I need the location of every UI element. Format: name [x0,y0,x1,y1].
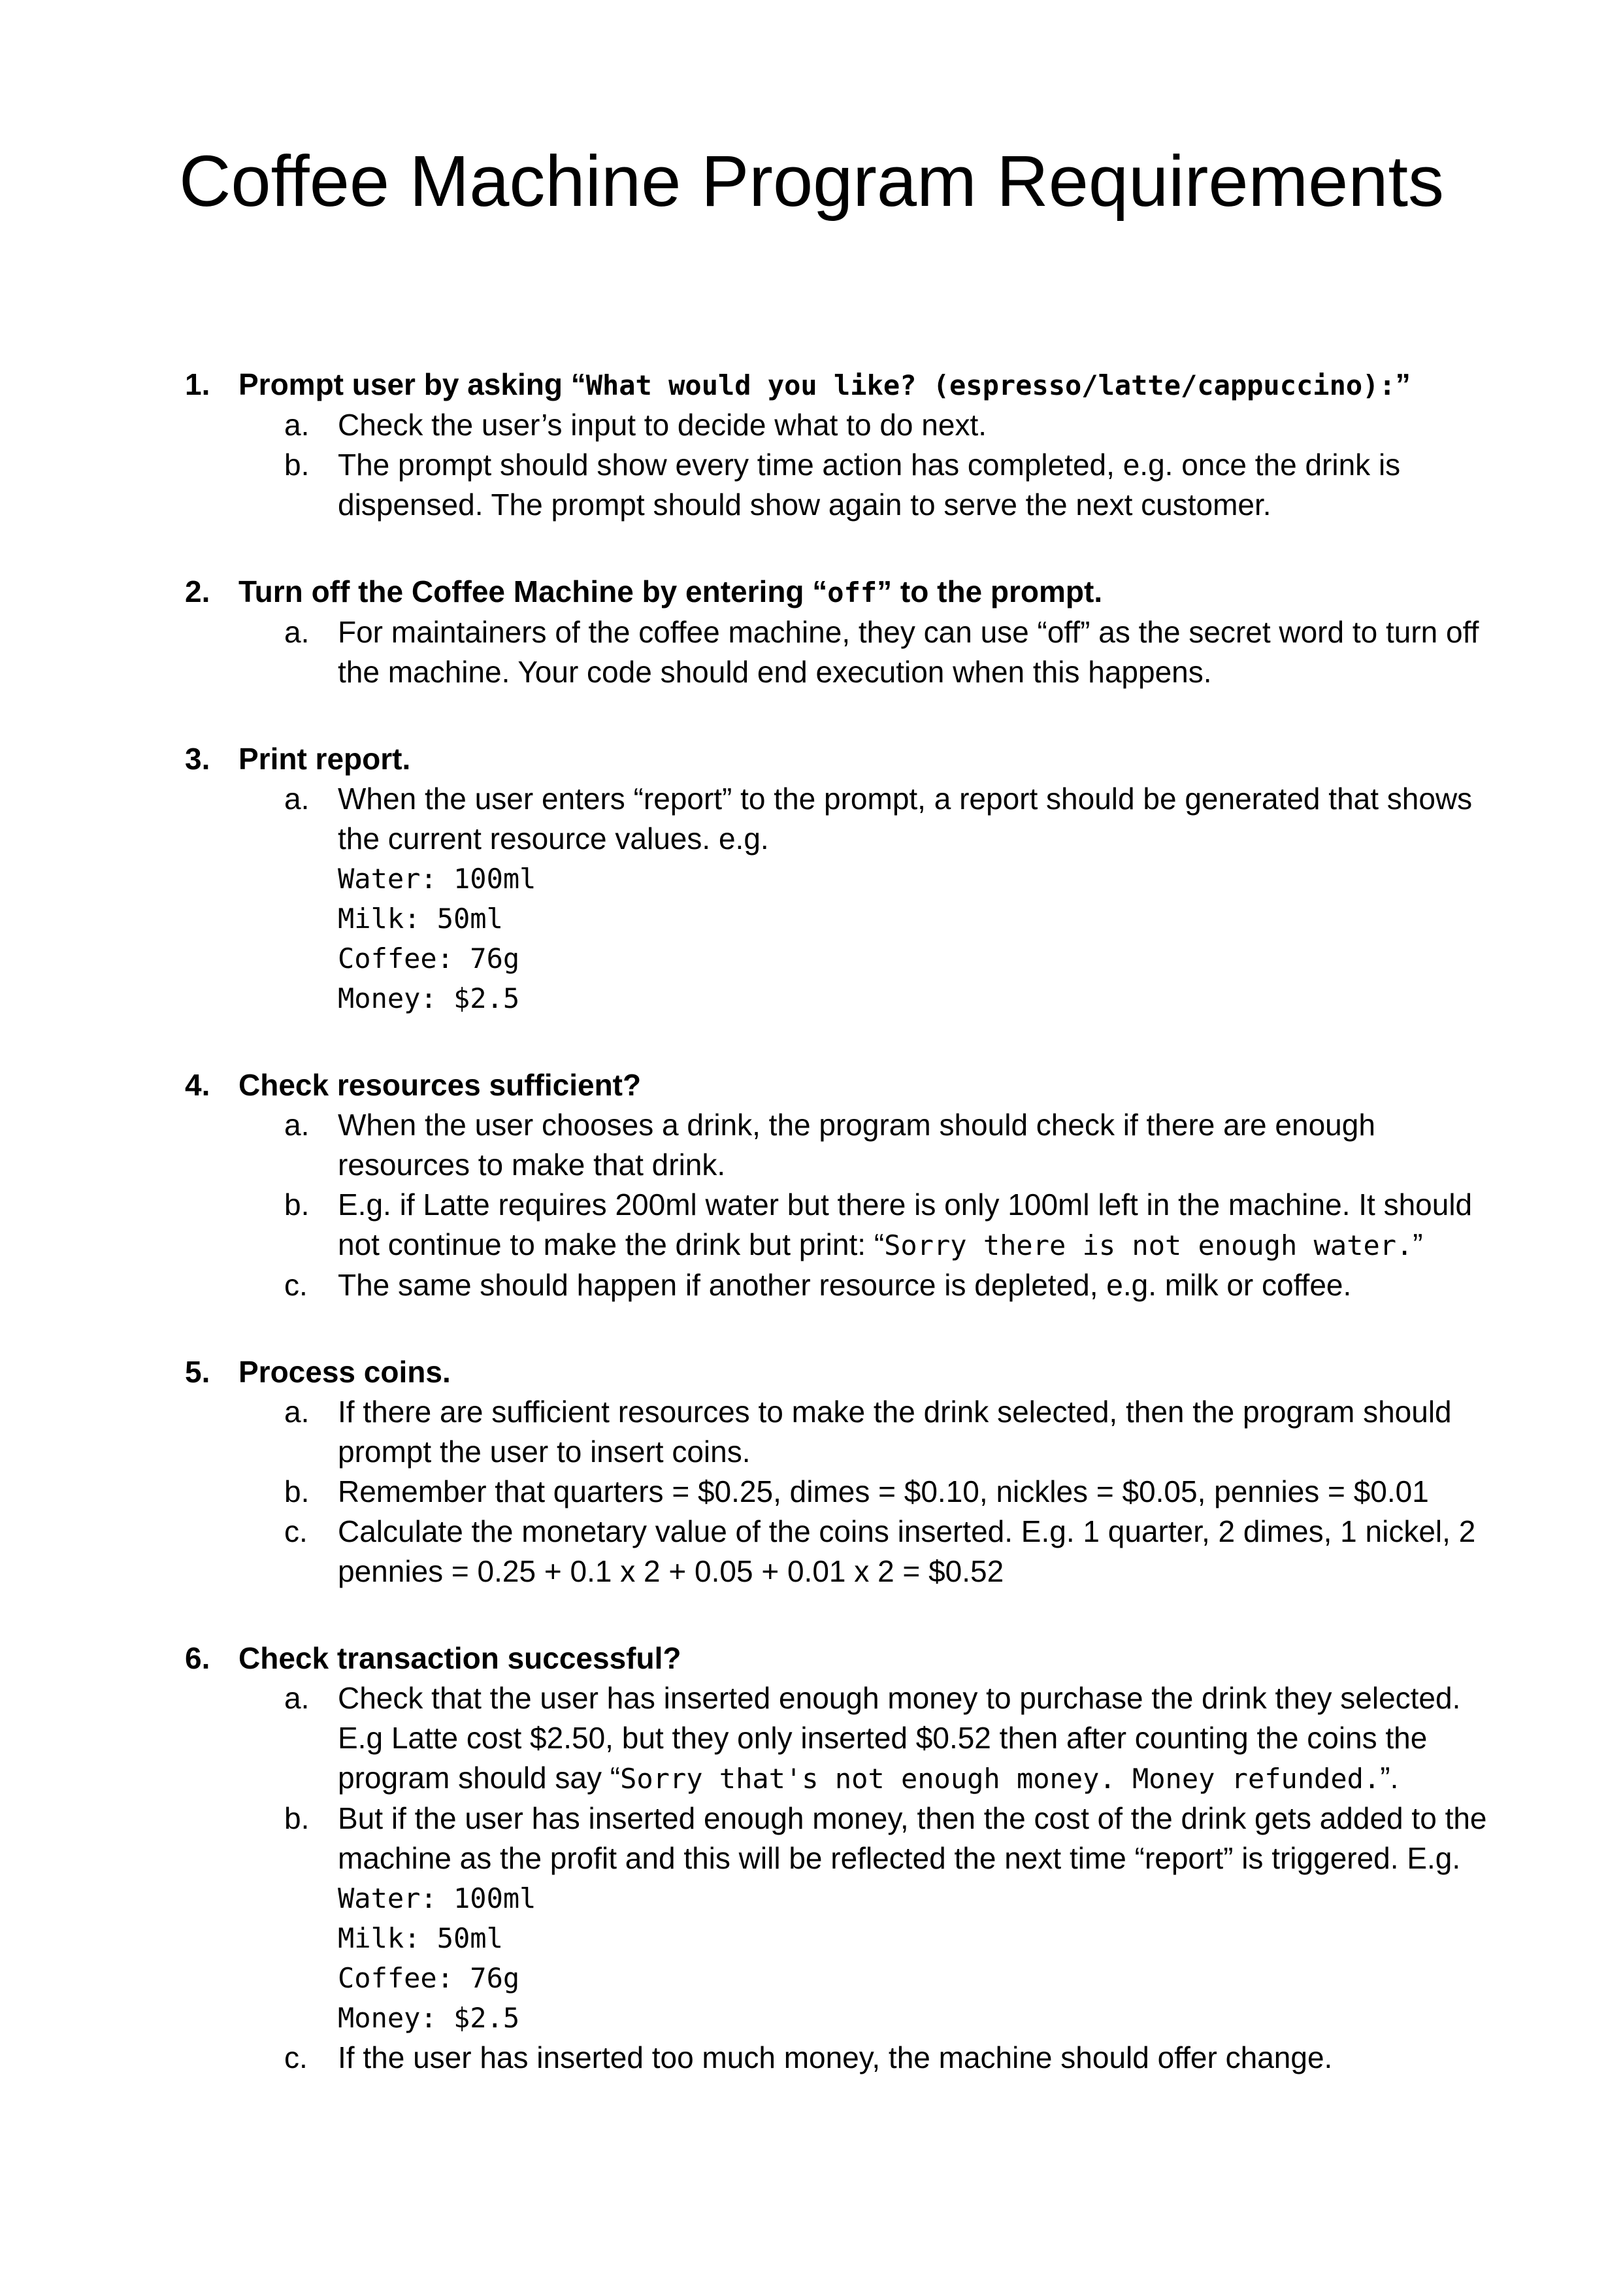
code-line: Water: 100ml [338,863,536,895]
list-letter: a. [284,408,310,442]
inline-code: What would you like? (espresso/latte/cappuccino): [585,369,1396,401]
code-line: Water: 100ml [338,1882,536,1914]
list-number: 6. [185,1641,210,1675]
requirement-section [185,1639,1512,2078]
sub-item-text: If there are sufficient resources to make the drink selected, then the program should prompt the user to insert coins. [338,1395,1452,1469]
code-line: Coffee: 76g [338,942,520,974]
sub-item-text: For maintainers of the coffee machine, they can use “off” as the secret word to turn off the machine. Your code should end execution when this happens. [338,615,1479,689]
sub-item-text: When the user chooses a drink, the program should check if there are enough resources to make that drink. [338,1108,1375,1182]
section-heading-row [185,572,1512,612]
section-heading-row [185,739,1512,779]
code-line: Coffee: 76g [338,1962,520,1994]
section-heading-row [185,1639,1512,1678]
requirement-section [185,1065,1512,1305]
list-letter: a. [284,1681,310,1715]
code-line: Money: $2.5 [338,982,520,1014]
sub-item [185,1472,1512,1512]
code-block [338,859,1472,1018]
section-heading-row [185,365,1512,405]
sub-item [185,779,1512,1018]
requirement-section [185,1352,1512,1591]
sub-item-text: The same should happen if another resource is depleted, e.g. milk or coffee. [338,1268,1352,1302]
sub-item-text: Check that the user has inserted enough money to purchase the drink they selected. E.g Latte cost $2.50, but they only inserted $0.52 then after counting the coins the program should say “Sorry that's not enough money. Money refunded.”. [338,1681,1461,1795]
inline-code: off [827,576,877,608]
sub-item-text: When the user enters “report” to the prompt, a report should be generated that shows the current resource values. e.g. Water: 100ml Milk: 50ml Coffee: 76g Money: $2.5 [338,779,1472,1018]
sub-item-text: But if the user has inserted enough money, then the cost of the drink gets added to the machine as the profit and this will be reflected the next time “report” is triggered. E.g. Water: 100ml Milk: 50ml Coffee: 76g Money: $2.5 [338,1799,1487,2038]
section-heading-text: Check transaction successful? [238,1641,681,1675]
list-letter: a. [284,782,310,816]
sub-item-text: If the user has inserted too much money, the machine should offer change. [338,2040,1333,2074]
sub-item [185,1265,1512,1305]
inline-code: Sorry there is not enough water. [884,1229,1413,1261]
sections [0,365,1623,2078]
section-heading-text: Process coins. [238,1355,451,1389]
section-heading-text: Turn off the Coffee Machine by entering “off” to the prompt. [238,574,1103,608]
list-letter: a. [284,615,310,649]
list-letter: b. [284,1188,310,1222]
sub-item [185,445,1512,525]
list-letter: c. [284,2040,308,2074]
list-number: 3. [185,742,210,776]
sub-item [185,1105,1512,1185]
sub-item [185,1799,1512,2038]
section-heading-text: Print report. [238,742,411,776]
sub-item-text: Calculate the monetary value of the coins inserted. E.g. 1 quarter, 2 dimes, 1 nickel, 2 pennies = 0.25 + 0.1 x 2 + 0.05 + 0.01 x 2 = $0.52 [338,1514,1476,1588]
list-letter: b. [284,448,310,482]
code-line: Milk: 50ml [338,1922,503,1954]
sub-item [185,1512,1512,1591]
section-heading-text: Check resources sufficient? [238,1068,642,1102]
document-title: Coffee Machine Program Requirements [178,141,1445,222]
requirement-section [185,739,1512,1018]
code-block [338,1878,1487,2038]
requirement-section [185,365,1512,525]
list-number: 5. [185,1355,210,1389]
list-number: 2. [185,574,210,608]
sub-item-text: E.g. if Latte requires 200ml water but there is only 100ml left in the machine. It should not continue to make the drink but print: “Sorry there is not enough water.” [338,1188,1473,1261]
sub-item-text: Check the user’s input to decide what to do next. [338,408,987,442]
list-letter: a. [284,1108,310,1142]
sub-item-text: Remember that quarters = $0.25, dimes = $0.10, nickles = $0.05, pennies = $0.01 [338,1474,1429,1508]
section-heading-text: Prompt user by asking “What would you like? (espresso/latte/cappuccino):” [238,367,1411,401]
sub-item [185,405,1512,445]
list-letter: b. [284,1474,310,1508]
sub-item [185,1392,1512,1472]
inline-code: Sorry that's not enough money. Money refunded. [620,1763,1381,1795]
sub-item [185,612,1512,692]
code-line: Milk: 50ml [338,903,503,935]
requirement-section [185,572,1512,692]
code-line: Money: $2.5 [338,2002,520,2034]
section-heading-row [185,1352,1512,1392]
list-letter: c. [284,1268,308,1302]
list-letter: a. [284,1395,310,1429]
sub-item [185,1185,1512,1265]
section-heading-row [185,1065,1512,1105]
list-letter: b. [284,1801,310,1835]
sub-item-text: The prompt should show every time action has completed, e.g. once the drink is dispensed. The prompt should show again to serve the next customer. [338,448,1401,522]
sub-item [185,2038,1512,2078]
list-number: 1. [185,367,210,401]
sub-item [185,1678,1512,1799]
list-number: 4. [185,1068,210,1102]
list-letter: c. [284,1514,308,1548]
